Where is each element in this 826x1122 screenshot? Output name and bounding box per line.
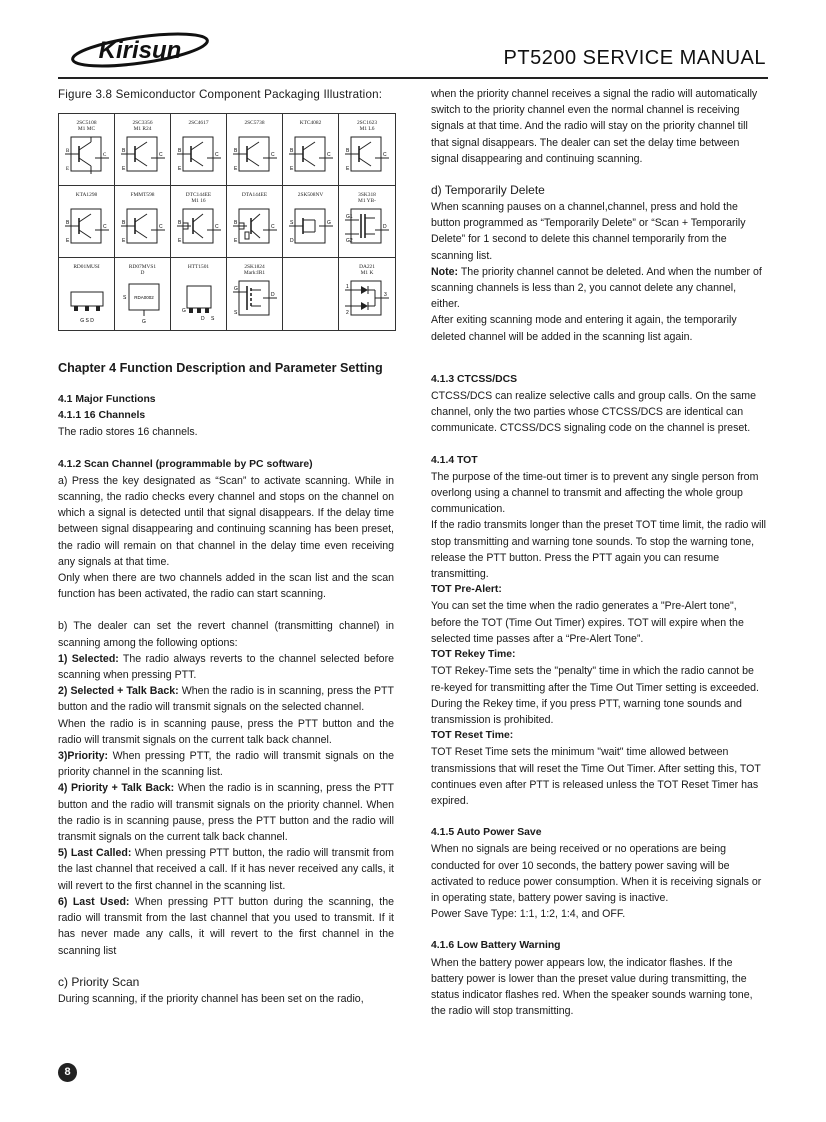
tssop-package-icon xyxy=(177,278,221,324)
svg-text:D: D xyxy=(289,238,294,244)
option-item: 4) Priority + Talk Back: When the radio is in scanning, press the PTT button and the radio will transmit signals on the priority channel. When the radio is in scanning pause, press the PTT button and the radio will transmit signals on the current talk back channel. xyxy=(58,782,394,844)
package-cell: 2SC1623 M1 L6 B C E xyxy=(339,114,395,186)
paragraph: a) Press the key designated as “Scan” to activate scanning. While in scanning, the radio checks every channel and stops on the channel on which a signal is detected until that signal disappears. If the delay time between signal disappearing and continuing scanning has been preset, the radio will remain on that channel in the delay time even receiving any signals at that time. xyxy=(58,474,394,568)
svg-text:E: E xyxy=(346,166,350,172)
npn-transistor-icon xyxy=(177,134,221,180)
paragraph: CTCSS/DCS can realize selective calls and group calls. On the same channel, only the two parties whose CTCSS/DCS are identical can communicate. CTCSS/DCS signaling code on the channel is preset. xyxy=(431,390,757,435)
svg-text:3: 3 xyxy=(384,292,387,298)
svg-text:RDA0002: RDA0002 xyxy=(133,295,154,300)
kirisun-logo xyxy=(70,30,210,70)
option-item: 3)Priority: When pressing PTT, the radio will transmit signals on the priority channel in the scanning list. xyxy=(58,750,394,779)
paragraph: when the priority channel receives a signal the radio will automatically switch to the priority channel even the normal channel is receiving signals at that time. And the radio will stay on the priority channel till that signal disappears. The dealer can set the delay time between signal disappearing and continuing scanning. xyxy=(431,88,758,165)
svg-text:S: S xyxy=(289,220,293,226)
svg-text:S: S xyxy=(210,316,214,322)
package-cell: HTT1501 G D S xyxy=(171,258,227,330)
option-item: 6) Last Used: When pressing PTT button during the scanning, the radio will transmit from the last channel that you used to transmit. If it has never made any calls, it will revert to the first channel in the scanning list xyxy=(58,895,394,957)
section-heading: 4.1.6 Low Battery Warning xyxy=(431,940,561,952)
svg-text:D: D xyxy=(270,292,275,298)
dual-gate-mosfet-icon xyxy=(345,206,389,252)
svg-text:E: E xyxy=(121,166,125,172)
paragraph: You can set the time when the radio generates a "Pre-Alert tone", before the TOT (Time Out Timer) expires. TOT will expire when the selected time passes after a “Pre-Alert Tone”. xyxy=(431,600,744,645)
svg-text:G S D: G S D xyxy=(79,318,94,324)
svg-text:C: C xyxy=(102,153,106,158)
digital-transistor-icon xyxy=(233,206,277,252)
header-rule xyxy=(58,77,768,79)
svg-text:B: B xyxy=(233,148,237,154)
svg-text:E: E xyxy=(65,238,69,244)
package-cell: DA221 M1 K 1 2 3 xyxy=(339,258,395,330)
document-title: PT5200 SERVICE MANUAL xyxy=(503,47,766,69)
paragraph: When scanning pauses on a channel,channel, press and hold the button programmed as “Temporarily Delete” or “Scan + Temporarily Delete” for 1 second to delete this channel temporarily from the scanning list. xyxy=(431,201,746,262)
mosfet-transistor-icon xyxy=(233,278,277,324)
svg-text:B: B xyxy=(121,220,125,226)
section-heading: 4.1 Major Functions xyxy=(58,394,156,405)
section-heading: 4.1.5 Auto Power Save xyxy=(431,827,542,839)
paragraph: TOT Rekey-Time sets the "penalty" time in which the radio cannot be re-keyed for transmitting after the Time Out Timer setting is exceeded. During the Rekey time, if you press PTT, warning tone sounds and transmission is prohibited. xyxy=(431,665,759,726)
svg-text:B: B xyxy=(177,148,181,154)
subsection-heading: c) Priority Scan xyxy=(58,974,140,989)
svg-text:B: B xyxy=(65,149,69,154)
svg-text:E: E xyxy=(177,238,181,244)
paragraph: After exiting scanning mode and entering it again, the temporarily deleted channel will be added in the scanning list again. xyxy=(431,314,737,343)
svg-text:B: B xyxy=(289,148,293,154)
svg-text:E: E xyxy=(233,166,237,172)
option-item: 1) Selected: The radio always reverts to the channel selected before scanning when pressing PTT. xyxy=(58,652,394,682)
package-cell: RD07MVS1 D RDA0002 S G xyxy=(115,258,171,330)
svg-text:G: G xyxy=(233,286,238,292)
svg-text:E: E xyxy=(177,166,181,172)
svg-text:G1: G1 xyxy=(346,214,353,220)
packaging-figure xyxy=(58,113,396,331)
note: Note: The priority channel cannot be deleted. And when the number of scanning channels is less than 2, you cannot delete any channel, either. xyxy=(431,265,762,311)
package-cell: KTA1298 B C E xyxy=(59,186,115,258)
paragraph: When the radio is in scanning pause, press the PTT button and the radio will transmit signals on the current talk back channel. xyxy=(58,717,394,746)
svg-text:2: 2 xyxy=(346,310,349,316)
svg-text:C: C xyxy=(102,224,107,230)
svg-text:B: B xyxy=(177,220,181,226)
svg-text:S: S xyxy=(233,310,237,316)
svg-text:G: G xyxy=(326,220,331,226)
svg-text:B: B xyxy=(233,220,237,226)
figure-caption: Figure 3.8 Semiconductor Component Packaging Illustration: xyxy=(58,88,383,101)
digital-transistor-icon xyxy=(177,206,221,252)
svg-text:D: D xyxy=(200,316,205,322)
paragraph: If the radio transmits longer than the preset TOT time limit, the radio will stop transmitting and warning tone sounds. To stop the warning tone, release the PTT button. Press the PTT again you can resume transmitting. xyxy=(431,519,767,581)
svg-text:E: E xyxy=(65,167,69,172)
package-cell: 2SC5108 M1 MC B C E xyxy=(59,114,115,186)
package-cell: 2SC4617 B C E xyxy=(171,114,227,186)
package-cell: 2SC5738 B C E xyxy=(227,114,283,186)
section-heading: 4.1.3 CTCSS/DCS xyxy=(431,373,518,385)
svg-text:D: D xyxy=(383,224,387,230)
svg-text:B: B xyxy=(65,220,69,226)
package-cell: FMMT598 B C E xyxy=(115,186,171,258)
svg-text:B: B xyxy=(121,148,125,154)
option-item: 2) Selected + Talk Back: When the radio is in scanning, press the PTT button and the radio will transmit signals on the selected channel. xyxy=(58,685,394,714)
svg-text:C: C xyxy=(383,152,387,158)
svg-text:E: E xyxy=(233,238,237,244)
section-heading: 4.1.2 Scan Channel (programmable by PC software) xyxy=(58,458,313,470)
paragraph: During scanning, if the priority channel has been set on the radio, xyxy=(58,992,364,1005)
package-cell: 2SC3356 M1 R24 B C E xyxy=(115,114,171,186)
npn-transistor-icon xyxy=(289,134,333,180)
power-mosfet-package-icon xyxy=(65,278,109,324)
section-heading: 4.1.1 16 Channels xyxy=(58,410,146,422)
paragraph: When the battery power appears low, the indicator flashes. If the battery power is lower than the preset value during transmitting, the status indicator flashes red. When the speaker sounds warning tone, the radio will stop transmitting. xyxy=(431,956,753,1018)
page-number: 8 xyxy=(58,1063,77,1082)
svg-text:C: C xyxy=(270,152,275,158)
svg-text:B: B xyxy=(346,148,350,154)
paragraph: When no signals are being received or no operations are being conducted for over 10 seconds, the battery power saving will be activated to reduce power consumption. When it is receiving signals or in operating state, battery power saving is inactive. xyxy=(431,843,762,904)
paragraph: b) The dealer can set the revert channel (transmitting channel) in scanning among the following options: xyxy=(58,620,394,649)
npn-transistor-icon xyxy=(65,134,109,180)
package-cell: DTA144EE B C E xyxy=(227,186,283,258)
svg-text:E: E xyxy=(289,166,293,172)
paragraph: TOT Reset Time sets the minimum "wait" time allowed between transmissions that will reset the Time Out Timer. After setting this, TOT continues even after PTT is released unless the TOT Reset Timer has expired. xyxy=(431,746,761,807)
package-cell: 2SK508NV S G D xyxy=(283,186,339,258)
sub-heading: TOT Reset Time: xyxy=(431,730,514,742)
svg-text:C: C xyxy=(270,224,275,230)
svg-text:C: C xyxy=(214,152,219,158)
paragraph: The purpose of the time-out timer is to prevent any single person from overlong using a channel to transmit and affecting the whole group communication. xyxy=(431,470,759,516)
package-cell: RD01MUSI G S D xyxy=(59,258,115,330)
npn-transistor-icon xyxy=(345,134,389,180)
subsection-heading: d) Temporarily Delete xyxy=(431,183,545,198)
package-cell: 3SK318 M1 YB- G1 D G2 xyxy=(339,186,395,258)
paragraph: Only when there are two channels added in the scan list and the scan function has been activated, the radio can start scanning. xyxy=(58,572,394,601)
pnp-transistor-icon xyxy=(121,206,165,252)
svg-text:S: S xyxy=(122,295,126,301)
svg-text:C: C xyxy=(214,224,219,230)
paragraph: The radio stores 16 channels. xyxy=(58,426,198,439)
svg-text:G2: G2 xyxy=(346,238,353,244)
svg-text:E: E xyxy=(121,238,125,244)
power-mosfet-package-icon xyxy=(121,278,165,324)
npn-transistor-icon xyxy=(233,134,277,180)
svg-text:C: C xyxy=(158,224,163,230)
svg-text:Kirisun: Kirisun xyxy=(98,37,182,64)
left-column xyxy=(58,86,394,1007)
svg-text:C: C xyxy=(158,152,163,158)
fet-transistor-icon xyxy=(289,206,333,252)
package-cell: KTC4082 B C E xyxy=(283,114,339,186)
npn-transistor-icon xyxy=(121,134,165,180)
option-item: 5) Last Called: When pressing PTT button, the radio will transmit from the last channel that received a call. If it has never received any calls, it will revert to the first channel in the scanning list. xyxy=(58,847,394,892)
right-column xyxy=(431,86,767,1019)
sub-heading: TOT Rekey Time: xyxy=(431,649,516,661)
paragraph: Power Save Type: 1:1, 1:2, 1:4, and OFF. xyxy=(431,908,626,921)
package-cell-empty xyxy=(283,258,339,330)
svg-text:1: 1 xyxy=(346,284,349,290)
chapter-heading: Chapter 4 Function Description and Parameter Setting xyxy=(58,361,383,375)
dual-diode-icon xyxy=(345,278,389,324)
svg-text:C: C xyxy=(326,152,331,158)
svg-text:G: G xyxy=(141,319,146,324)
section-heading: 4.1.4 TOT xyxy=(431,454,478,466)
sub-heading: TOT Pre-Alert: xyxy=(431,584,502,596)
package-cell: 2SK1824 Mark:IR1 G D S xyxy=(227,258,283,330)
svg-text:G: G xyxy=(181,308,186,314)
pnp-transistor-icon xyxy=(65,206,109,252)
package-cell: DTC144EE M1 16 B C E xyxy=(171,186,227,258)
